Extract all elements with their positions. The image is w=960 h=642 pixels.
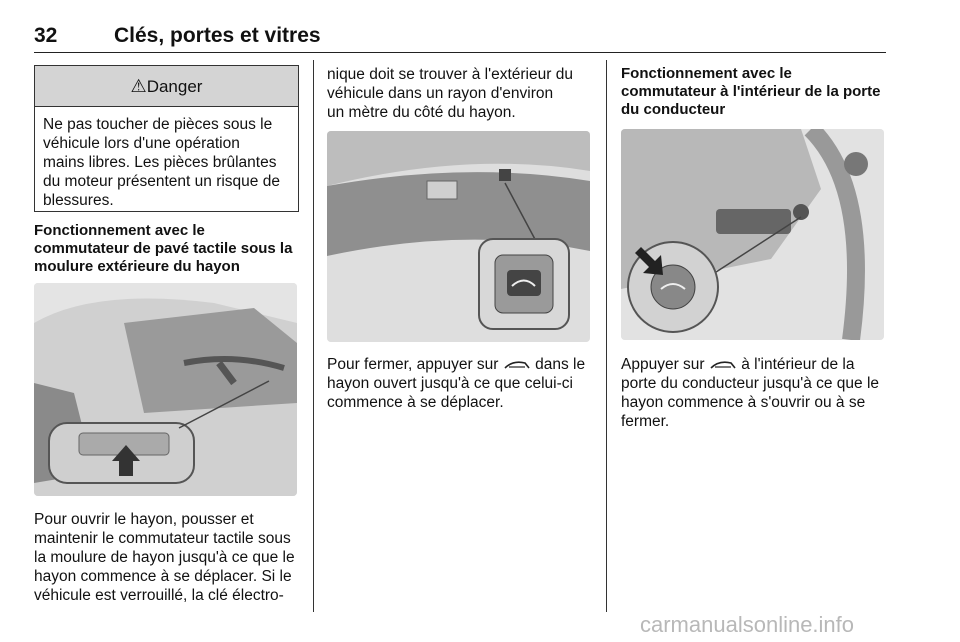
- danger-box: [34, 65, 299, 212]
- text-before-icon: Appuyer sur: [621, 356, 705, 373]
- heading-line: commutateur à l'intérieur de la porte: [621, 83, 881, 100]
- paragraph-line: véhicule est verrouillé, la clé électro-: [34, 587, 284, 604]
- watermark: carmanualsonline.info: [640, 612, 855, 637]
- page-number: 32: [34, 24, 58, 47]
- heading-line: commutateur de pavé tactile sous la: [34, 240, 293, 257]
- section-heading: [34, 222, 304, 276]
- paragraph-line: [327, 355, 597, 374]
- intro-paragraph: [327, 65, 597, 122]
- text-after-icon: dans le: [535, 356, 586, 373]
- text-after-icon: à l'intérieur de la: [741, 356, 855, 373]
- paragraph-line: [621, 355, 891, 374]
- paragraph-line: hayon commence à s'ouvrir ou à se: [621, 394, 866, 411]
- danger-line: Ne pas toucher de pièces sous le: [43, 116, 273, 133]
- paragraph-line: Pour ouvrir le hayon, pousser et: [34, 511, 254, 528]
- heading-line: moulure extérieure du hayon: [34, 258, 240, 275]
- paragraph-line: fermer.: [621, 413, 670, 430]
- tailgate-icon: [503, 359, 531, 371]
- column-divider: [606, 60, 607, 612]
- tailgate-exterior-illustration: [34, 283, 297, 496]
- door-instruction-paragraph: [621, 355, 891, 431]
- paragraph-line: maintenir le commutateur tactile sous: [34, 530, 291, 547]
- section-heading: [621, 65, 891, 119]
- paragraph-line: un mètre du côté du hayon.: [327, 104, 516, 121]
- danger-line: véhicule lors d'une opération: [43, 135, 240, 152]
- paragraph-line: nique doit se trouver à l'extérieur du: [327, 66, 573, 83]
- heading-line: du conducteur: [621, 101, 726, 118]
- page-title: Clés, portes et vitres: [114, 24, 321, 47]
- danger-body: [35, 107, 298, 218]
- danger-line: mains libres. Les pièces brûlantes: [43, 154, 277, 171]
- column-divider: [313, 60, 314, 612]
- driver-door-switch-illustration: [621, 129, 884, 340]
- danger-title: Danger: [146, 77, 203, 96]
- paragraph-line: véhicule dans un rayon d'environ: [327, 85, 554, 102]
- close-instruction-paragraph: [327, 355, 597, 412]
- paragraph-line: hayon commence à se déplacer. Si le: [34, 568, 292, 585]
- page-header: [34, 22, 886, 53]
- danger-line: blessures.: [43, 192, 114, 209]
- danger-line: du moteur présentent un risque de: [43, 173, 280, 190]
- paragraph-line: hayon ouvert jusqu'à ce que celui-ci: [327, 375, 573, 392]
- heading-line: Fonctionnement avec le: [34, 222, 205, 239]
- instruction-paragraph: [34, 510, 304, 605]
- paragraph-line: porte du conducteur jusqu'à ce que le: [621, 375, 880, 392]
- tailgate-icon: [709, 359, 737, 371]
- paragraph-line: la moulure de hayon jusqu'à ce que le: [34, 549, 295, 566]
- text-before-icon: Pour fermer, appuyer sur: [327, 356, 499, 373]
- heading-line: Fonctionnement avec le: [621, 65, 792, 82]
- warning-triangle-icon: ⚠: [130, 76, 147, 96]
- tailgate-close-button-illustration: [327, 131, 590, 342]
- paragraph-line: commence à se déplacer.: [327, 394, 504, 411]
- danger-header: [35, 66, 298, 107]
